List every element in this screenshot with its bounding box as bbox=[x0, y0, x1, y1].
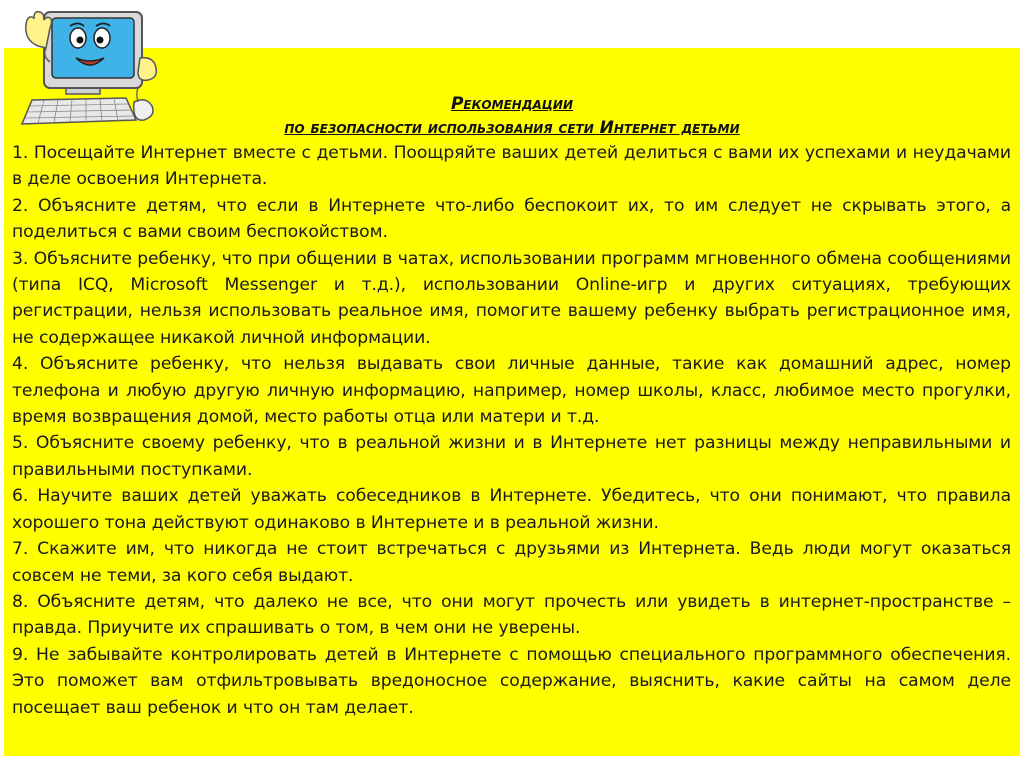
recommendation-item: 4. Объясните ребенку, что нельзя выдавать свои личные данные, такие как домашний адрес, номер телефона и любую другую личную информацию, например, номер школы, класс, любимое место прогулки, время возвращения домой, место работы отца или матери и т.д. bbox=[12, 354, 1011, 428]
title-line-2: по безопасности использования сети Интернет детьми bbox=[284, 118, 740, 138]
title-line-1: Рекомендации bbox=[450, 94, 574, 114]
recommendation-item: 9. Не забывайте контролировать детей в Интернете с помощью специального программного обеспечения. Это поможет вам отфильтровывать вредоносное содержание, выяснить, какие сайты на самом деле посещает ваш ребенок и что он там делает. bbox=[12, 644, 1011, 718]
monitor-icon bbox=[44, 12, 142, 88]
recommendation-item: 8. Объясните детям, что далеко не все, что они могут прочесть или увидеть в интернет-пространстве – правда. Приучите их спрашивать о том, в чем они не уверены. bbox=[12, 591, 1011, 639]
pointing-hand-icon bbox=[138, 58, 156, 81]
recommendation-item: 3. Объясните ребенку, что при общении в чатах, использовании программ мгновенного обмена сообщениями (типа ICQ, Microsoft Messenger и т.д.), использовании Online-игр и других ситуациях, требующих регистрации, нельзя использовать реальное имя, помогите вашему ребенку выбрать регистрационное имя, не содержащее никакой личной информации. bbox=[12, 248, 1011, 348]
recommendation-item: 1. Посещайте Интернет вместе с детьми. Поощряйте ваших детей делиться с вами их успехами и неудачами в деле освоения Интернета. bbox=[12, 143, 1011, 190]
recommendation-item: 6. Научите ваших детей уважать собеседников в Интернете. Убедитесь, что они понимают, что правила хорошего тона действуют одинаково в Интернете и в реальной жизни. bbox=[12, 486, 1011, 533]
recommendation-item: 7. Скажите им, что никогда не стоит встречаться с друзьями из Интернета. Ведь люди могут оказаться совсем не теми, за кого себя выдают. bbox=[12, 539, 1011, 586]
document-title bbox=[0, 92, 1024, 140]
recommendation-item: 2. Объясните детям, что если в Интернете что-либо беспокоит их, то им следует не скрывать этого, а поделиться с вами своим беспокойством. bbox=[12, 195, 1011, 243]
recommendations-list bbox=[12, 140, 1011, 721]
recommendation-item: 5. Объясните своему ребенку, что в реальной жизни и в Интернете нет разницы между неправильными и правильными поступками. bbox=[12, 433, 1011, 480]
